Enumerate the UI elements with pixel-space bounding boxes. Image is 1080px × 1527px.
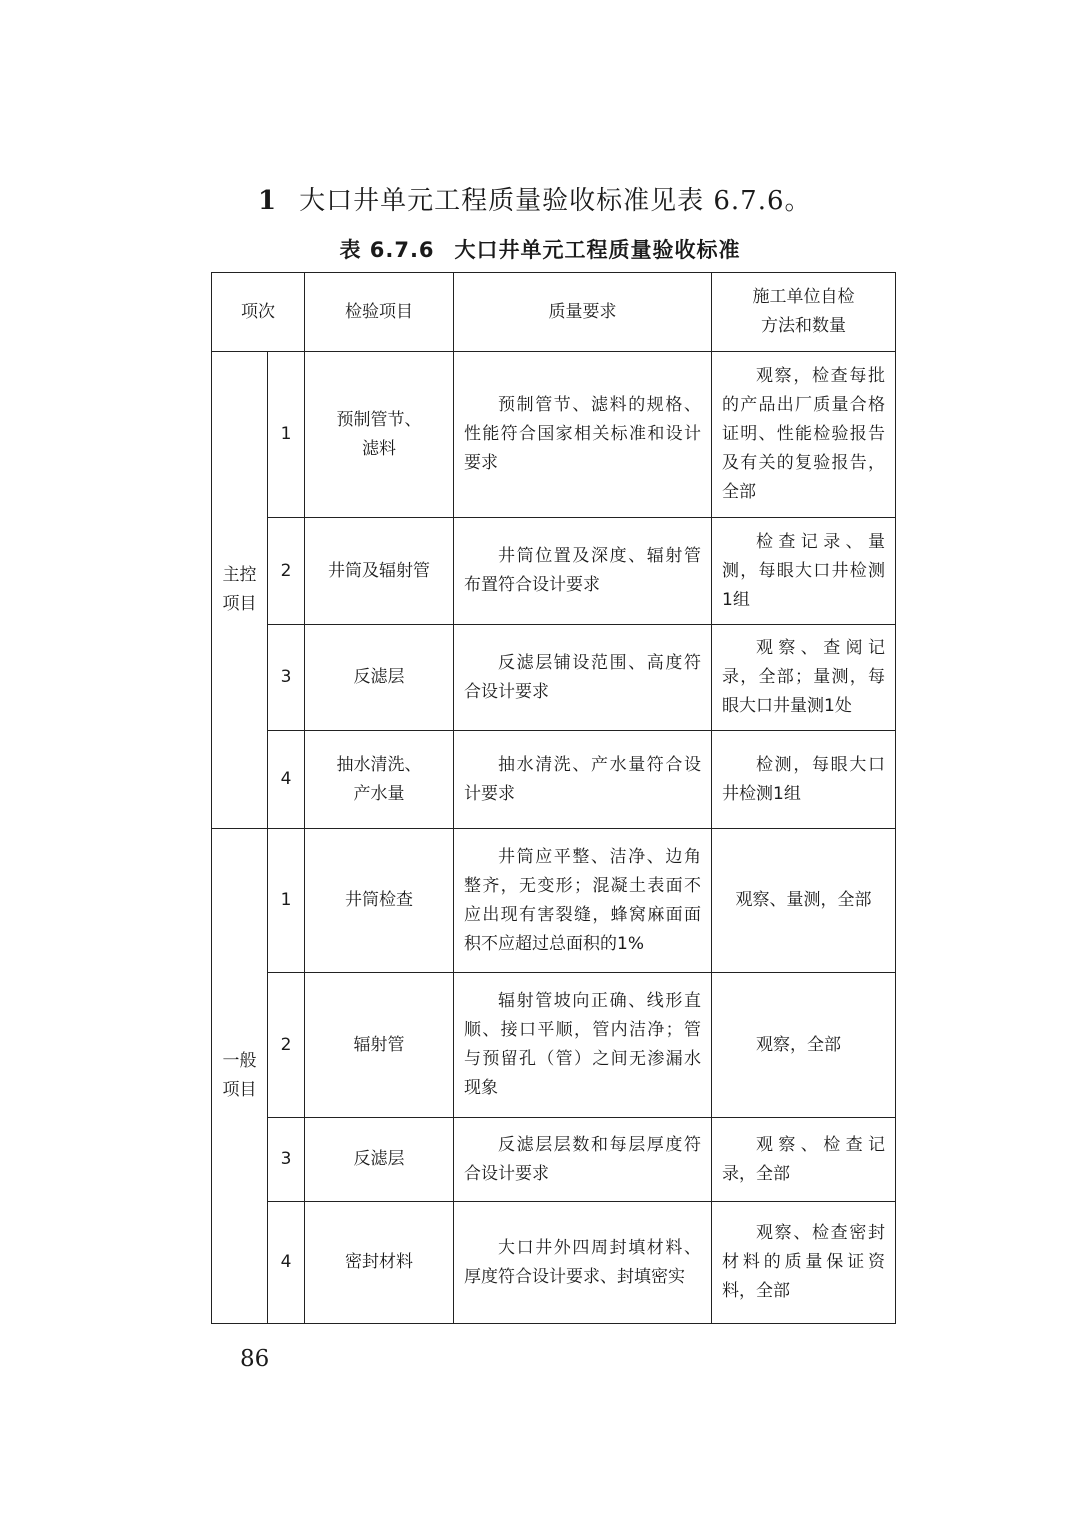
header-inspection-item: 检验项目 <box>305 273 454 352</box>
inspection-item: 井筒检查 <box>305 829 454 973</box>
inspection-item: 辐射管 <box>305 973 454 1118</box>
inspection-item: 井筒及辐射管 <box>305 518 454 625</box>
table-row <box>212 1202 896 1324</box>
row-number: 4 <box>268 1202 305 1324</box>
table-row <box>212 973 896 1118</box>
table-row <box>212 731 896 829</box>
table-row <box>212 1118 896 1202</box>
inspection-method: 观察、检查密封材料的质量保证资料，全部 <box>712 1202 896 1324</box>
quality-requirement: 反滤层铺设范围、高度符合设计要求 <box>454 625 712 731</box>
quality-requirement: 井筒位置及深度、辐射管布置符合设计要求 <box>454 518 712 625</box>
page-number: 86 <box>240 1346 270 1372</box>
table-caption <box>0 234 1080 264</box>
acceptance-standard-table <box>211 272 896 1324</box>
inspection-item: 反滤层 <box>305 1118 454 1202</box>
inspection-item: 密封材料 <box>305 1202 454 1324</box>
quality-requirement: 大口井外四周封填材料、厚度符合设计要求、封填密实 <box>454 1202 712 1324</box>
category-general: 一般 项目 <box>212 829 268 1324</box>
inspection-item: 抽水清洗、 产水量 <box>305 731 454 829</box>
table-row <box>212 352 896 518</box>
inspection-item: 反滤层 <box>305 625 454 731</box>
row-number: 3 <box>268 1118 305 1202</box>
inspection-method: 观察、检查记录，全部 <box>712 1118 896 1202</box>
table-caption-number: 表 6.7.6 <box>339 238 435 262</box>
quality-requirement: 辐射管坡向正确、线形直顺、接口平顺，管内洁净；管与预留孔（管）之间无渗漏水现象 <box>454 973 712 1118</box>
inspection-method: 观察、查阅记录，全部；量测，每眼大口井量测1处 <box>712 625 896 731</box>
row-number: 2 <box>268 973 305 1118</box>
table-row <box>212 625 896 731</box>
row-number: 3 <box>268 625 305 731</box>
table-caption-title: 大口井单元工程质量验收标准 <box>454 238 741 262</box>
row-number: 4 <box>268 731 305 829</box>
table-row <box>212 518 896 625</box>
category-main-control: 主控 项目 <box>212 352 268 829</box>
section-heading <box>258 180 812 217</box>
header-inspection-method: 施工单位自检 方法和数量 <box>712 273 896 352</box>
inspection-item: 预制管节、 滤料 <box>305 352 454 518</box>
header-quality-requirement: 质量要求 <box>454 273 712 352</box>
heading-number: 1 <box>258 186 278 216</box>
table-header-row <box>212 273 896 352</box>
row-number: 1 <box>268 829 305 973</box>
row-number: 1 <box>268 352 305 518</box>
table-row <box>212 829 896 973</box>
quality-requirement: 预制管节、滤料的规格、性能符合国家相关标准和设计要求 <box>454 352 712 518</box>
quality-requirement: 井筒应平整、洁净、边角整齐，无变形；混凝土表面不应出现有害裂缝，蜂窝麻面面积不应超过总面积的1% <box>454 829 712 973</box>
inspection-method: 检测，每眼大口井检测1组 <box>712 731 896 829</box>
inspection-method: 观察，检查每批的产品出厂质量合格证明、性能检验报告及有关的复验报告，全部 <box>712 352 896 518</box>
header-item-no: 项次 <box>212 273 305 352</box>
quality-requirement: 抽水清洗、产水量符合设计要求 <box>454 731 712 829</box>
row-number: 2 <box>268 518 305 625</box>
inspection-method: 观察，全部 <box>712 973 896 1118</box>
quality-requirement: 反滤层层数和每层厚度符合设计要求 <box>454 1118 712 1202</box>
heading-text: 大口井单元工程质量验收标准见表 6.7.6。 <box>299 186 812 216</box>
inspection-method: 观察、量测，全部 <box>712 829 896 973</box>
inspection-method: 检查记录、量测，每眼大口井检测1组 <box>712 518 896 625</box>
